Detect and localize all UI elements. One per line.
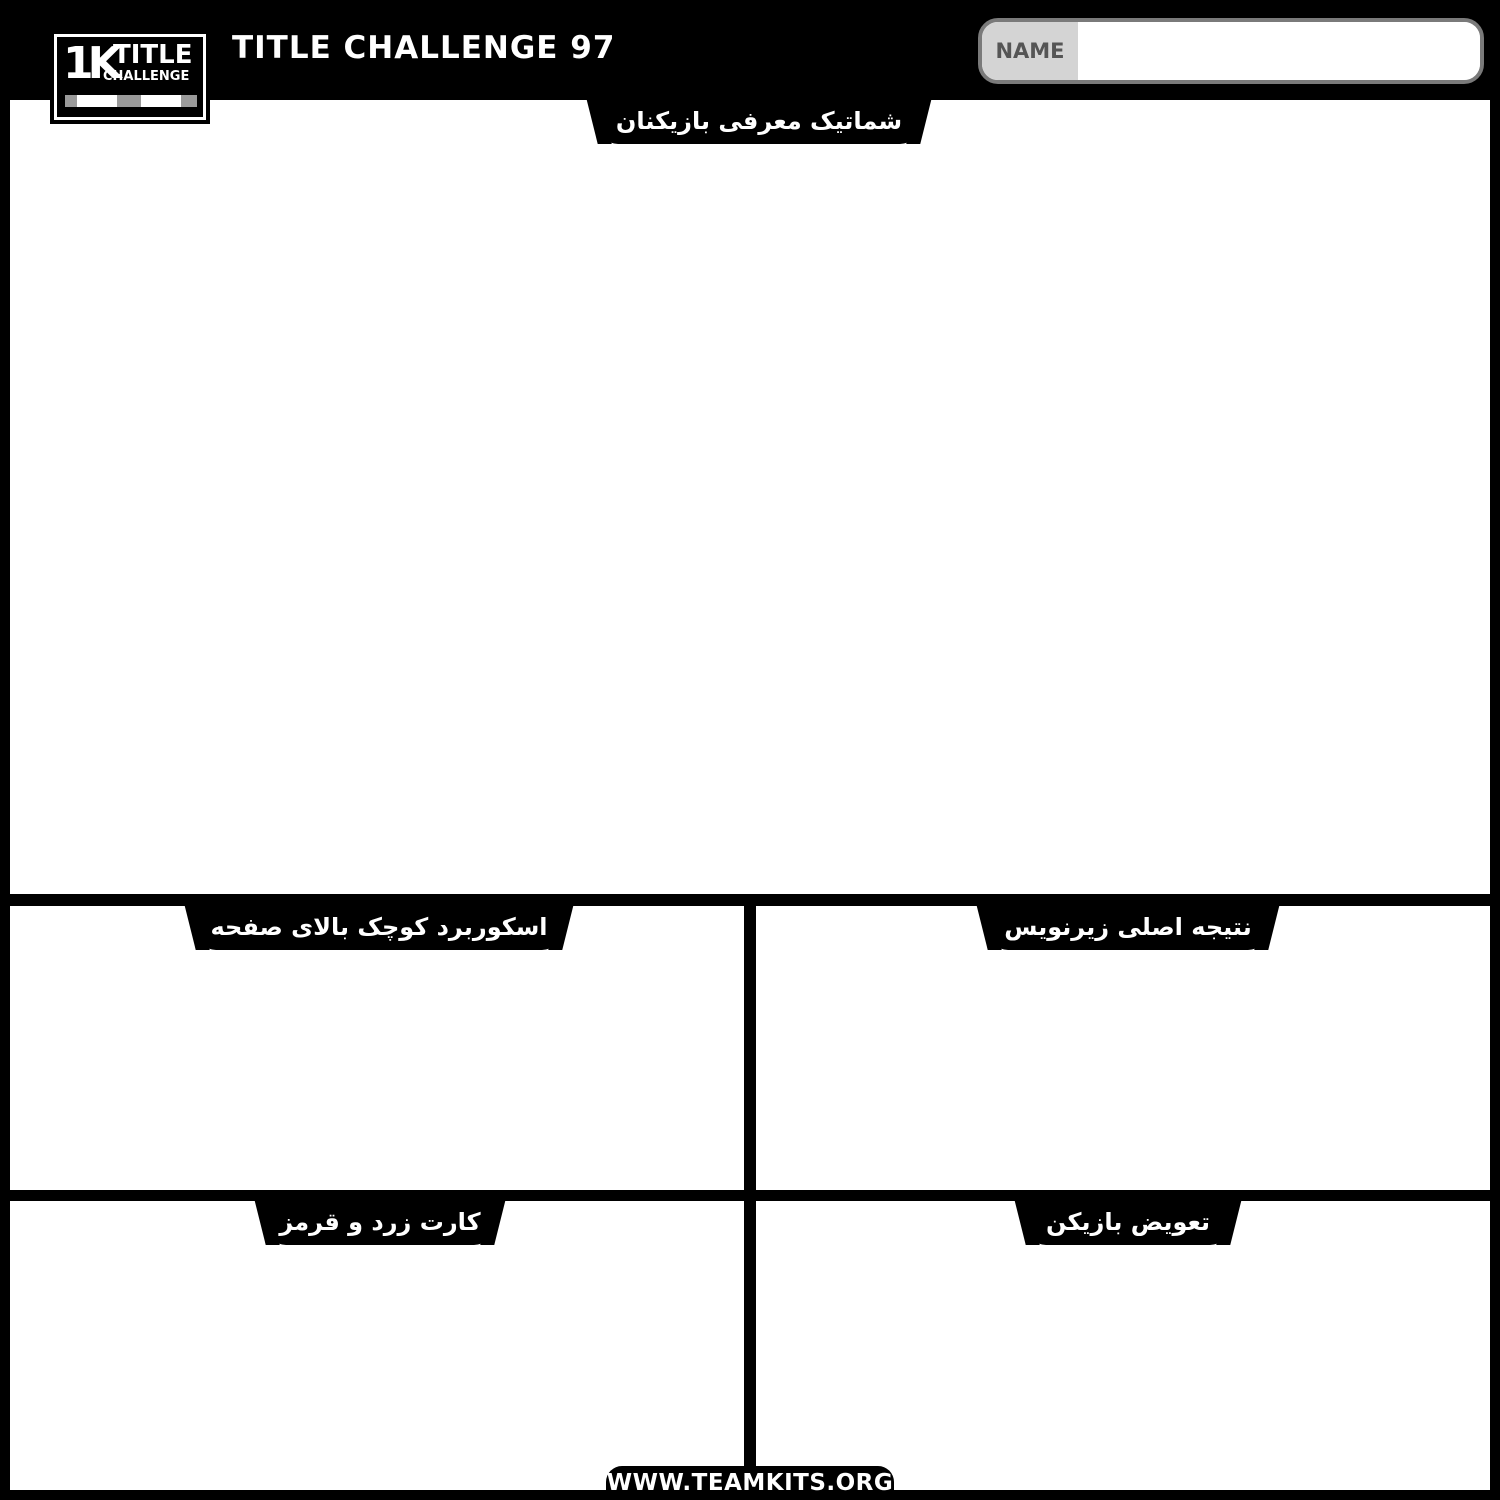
logo-subtitle: CHALLENGE <box>103 69 190 84</box>
panel-tab-mini-scoreboard: اسکوربرد کوچک بالای صفحه <box>198 904 560 950</box>
logo-bar-segment <box>65 95 77 107</box>
panel-tab-player-intro: شماتیک معرفی بازیکنان <box>600 98 918 144</box>
name-field[interactable] <box>978 18 1484 84</box>
title-challenge-logo <box>50 30 210 124</box>
panel-tab-player-substitution: تعویض بازیکن <box>1028 1199 1228 1245</box>
name-input[interactable] <box>1078 22 1480 80</box>
panel-player-intro[interactable] <box>10 100 1490 894</box>
logo-bar-segment <box>77 95 117 107</box>
logo-mark: 1K <box>63 38 116 89</box>
panel-player-substitution[interactable] <box>756 1201 1490 1490</box>
logo-bar-segment <box>117 95 141 107</box>
logo-frame <box>54 34 206 120</box>
panel-tab-yellow-red-card: کارت زرد و قرمز <box>268 1199 492 1245</box>
panel-yellow-red-card[interactable] <box>10 1201 744 1490</box>
header-bar <box>0 0 1500 100</box>
logo-bar-segment <box>141 95 181 107</box>
panel-tab-main-result-caption: نتیجه اصلی زیرنویس <box>990 904 1266 950</box>
logo-bar-segment <box>181 95 197 107</box>
panel-main-result-caption[interactable] <box>756 906 1490 1190</box>
logo-bar <box>65 95 197 107</box>
footer-url[interactable]: WWW.TEAMKITS.ORG <box>606 1466 894 1500</box>
panel-mini-scoreboard[interactable] <box>10 906 744 1190</box>
name-field-label: NAME <box>982 22 1078 80</box>
logo-title: TITLE <box>113 40 193 70</box>
page-title: TITLE CHALLENGE 97 <box>232 30 616 66</box>
